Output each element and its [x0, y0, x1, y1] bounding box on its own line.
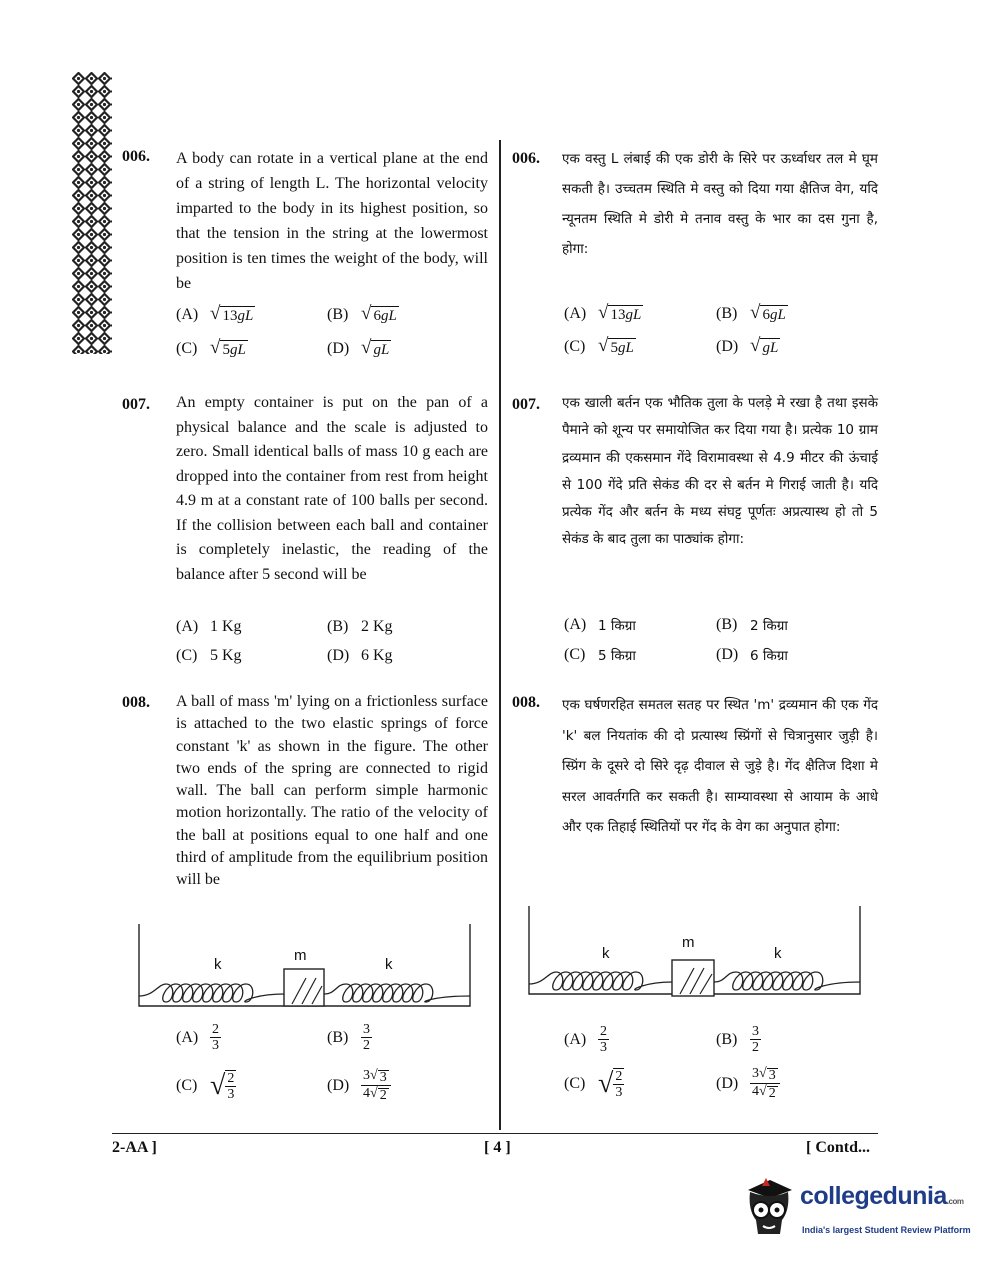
q008-option-d-hi — [716, 1066, 780, 1101]
q006-option-d-hi — [716, 337, 780, 357]
option-label: (B) — [716, 1030, 738, 1048]
option-label: (C) — [176, 340, 198, 357]
sqrt-expression: √ 5gL — [210, 337, 246, 358]
q008-option-b-en — [327, 1022, 372, 1053]
q006-option-d-en — [327, 339, 391, 359]
sqrt-expression: √ 6gL — [750, 302, 786, 323]
right-spring — [714, 972, 860, 990]
q006-option-b-en — [327, 305, 399, 325]
option-label: (D) — [716, 1074, 739, 1092]
q006-option-a-en — [176, 305, 255, 325]
q008-number-hi: 008. — [512, 694, 540, 711]
q008-number-en: 008. — [122, 694, 150, 711]
sqrt-expression: √ 5gL — [598, 335, 634, 356]
q008-option-a-en — [176, 1022, 221, 1053]
column-divider — [499, 140, 501, 1130]
fraction: 3 √ 3 4 √ 2 — [361, 1068, 391, 1103]
q008-option-c-en — [176, 1070, 236, 1102]
q006-number-hi: 006. — [512, 150, 540, 167]
fraction: $\frac{2}{3}$ — [212, 1022, 219, 1053]
fraction: $\frac{3}{2}$ — [363, 1022, 370, 1053]
sqrt-expression: √ gL — [361, 337, 390, 358]
sqrt-expression: √ 6gL — [361, 303, 397, 324]
footer-code: 2-AA ] — [112, 1139, 157, 1156]
fraction: $\frac{3}{2}$ — [752, 1024, 759, 1055]
q007-number-hi: 007. — [512, 396, 540, 413]
q008-option-b-hi — [716, 1024, 761, 1055]
option-label: (B) — [327, 1028, 349, 1046]
option-label: (C) — [564, 1075, 586, 1092]
option-value: 1 Kg — [210, 618, 242, 635]
q007-option-c-en — [176, 647, 242, 665]
spring-mass-figure-hi — [526, 902, 864, 998]
sqrt-expression: √ 13gL — [210, 303, 254, 324]
q007-number-en: 007. — [122, 396, 150, 413]
q006-option-c-en — [176, 339, 248, 359]
option-label: (D) — [327, 340, 350, 357]
option-label: (A) — [564, 616, 587, 633]
mass-block — [672, 960, 714, 996]
footer-continued: [ Contd... — [806, 1139, 871, 1156]
option-label: (C) — [176, 647, 198, 664]
sqrt-fraction: √ $\frac{2}{3}$ — [210, 1070, 235, 1102]
q006-option-b-hi — [716, 304, 788, 324]
q008-option-c-hi — [564, 1068, 624, 1100]
option-value: 2 किग्रा — [750, 618, 788, 634]
logo-name: collegedunia — [800, 1182, 947, 1210]
option-label: (B) — [327, 618, 349, 635]
spring-mass-figure-en — [136, 920, 474, 1012]
option-value: 5 किग्रा — [598, 648, 636, 664]
option-label: (A) — [176, 1028, 199, 1046]
mascot-icon — [740, 1176, 798, 1246]
option-label: (A) — [176, 306, 199, 323]
q007-text-hi: एक खाली बर्तन एक भौतिक तुला के पलड़े मे रखा है तथा इसके पैमाने को शून्य पर समायोजित कर दिया गया है। प्रत्येक 10 ग्राम द्रव्यमान की एकसमान गेंदे विरामावस्था से 4.9 मीटर की ऊंचाई से 100 गेंदे प्रति सेकंड की दर से बर्तन मे गिराई जाती है। यदि प्रत्येक गेंद और बर्तन के मध्य संघट्ट पूर्णतः अप्रत्यास्थ हो तो 5 सेकंड के बाद तुला का पाठ्यांक होगा: — [562, 395, 878, 548]
option-label: (B) — [716, 305, 738, 322]
option-value: 6 किग्रा — [750, 648, 788, 664]
option-value: 2 Kg — [361, 618, 393, 635]
q007-option-d-hi — [716, 646, 788, 664]
q007-option-d-en — [327, 647, 393, 665]
q007-option-a-en — [176, 618, 242, 636]
option-label: (C) — [564, 646, 586, 663]
sqrt-fraction: √ $\frac{2}{3}$ — [598, 1068, 623, 1100]
fraction: $\frac{2}{3}$ — [600, 1024, 607, 1055]
logo-tld: .com — [946, 1197, 964, 1206]
logo-tagline: India's largest Student Review Platform — [802, 1225, 971, 1235]
q006-option-a-hi — [564, 304, 643, 324]
footer-rule — [112, 1133, 878, 1134]
right-spring — [324, 984, 470, 1002]
option-value: 5 Kg — [210, 647, 242, 664]
q007-option-c-hi — [564, 646, 636, 664]
mass-label: m — [682, 934, 695, 951]
decorative-border — [72, 72, 112, 354]
q006-option-c-hi — [564, 337, 636, 357]
option-label: (B) — [716, 616, 738, 633]
left-spring — [139, 984, 284, 1002]
option-label: (D) — [327, 1076, 350, 1094]
mass-label: m — [294, 947, 307, 964]
q006-number-en: 006. — [122, 148, 150, 165]
sqrt-expression: √ 13gL — [598, 302, 642, 323]
right-spring-label: k — [385, 956, 393, 973]
q006-text-en: A body can rotate in a vertical plane at the end of a string of length L. The horizontal velocity imparted to the body in its highest position, so that the tension in the string at the lowermost position is ten times the weight of the body, will be — [176, 150, 488, 292]
left-spring — [529, 972, 672, 990]
q008-text-en: A ball of mass 'm' lying on a frictionless surface is attached to the two elastic springs of force constant 'k' as shown in the figure. The other two ends of the spring are connected to rigid wall. The ball can perform simple harmonic motion horizontally. The ratio of the velocity of the ball at positions equal to one half and one third of amplitude from the equilibrium position will be — [176, 693, 488, 889]
collegedunia-logo[interactable] — [740, 1176, 972, 1246]
q007-text-en: An empty container is put on the pan of a physical balance and the scale is adjusted to zero. Small identical balls of mass 10 g each are dropped into the container from rest from height 4.9 m at a constant rate of 100 balls per second. If the collision between each ball and container is completely inelastic, the reading of the balance after 5 second will be — [176, 394, 488, 583]
option-label: (D) — [716, 338, 739, 355]
q007-option-b-en — [327, 618, 393, 636]
option-label: (C) — [564, 338, 586, 355]
left-spring-label: k — [602, 945, 610, 962]
option-label: (D) — [327, 647, 350, 664]
q008-text-hi: एक घर्षणरहित समतल सतह पर स्थित 'm' द्रव्यमान की एक गेंद 'k' बल नियतांक की दो प्रत्यास्थ स्प्रिंगों से चित्रानुसार जुड़ी है। स्प्रिंग के दूसरे दो सिरे दृढ़ दीवाल से जुड़े है। गेंद क्षैतिज दिशा मे सरल आवर्तगति कर सकती है। साम्यावस्था से आयाम के आधे और एक तिहाई स्थितियों पर गेंद के वेग का अनुपात होगा: — [562, 697, 878, 835]
option-label: (A) — [564, 305, 587, 322]
q008-option-d-en — [327, 1068, 391, 1103]
fraction: 3 √ 3 4 √ 2 — [750, 1066, 780, 1101]
page-number: [ 4 ] — [484, 1139, 511, 1156]
sqrt-expression: √ gL — [750, 335, 779, 356]
option-label: (A) — [176, 618, 199, 635]
q006-text-hi: एक वस्तु L लंबाई की एक डोरी के सिरे पर ऊर्ध्वाधर तल मे घूम सकती है। उच्चतम स्थिति मे वस्तु को दिया गया क्षैतिज वेग, यदि न्यूनतम स्थिति मे डोरी मे तनाव वस्तु के भार का दस गुना है, होगा: — [562, 151, 878, 257]
q007-option-b-hi — [716, 616, 788, 634]
left-spring-label: k — [214, 956, 222, 973]
option-label: (B) — [327, 306, 349, 323]
option-label: (D) — [716, 646, 739, 663]
right-spring-label: k — [774, 945, 782, 962]
q007-option-a-hi — [564, 616, 636, 634]
option-label: (A) — [564, 1030, 587, 1048]
option-value: 1 किग्रा — [598, 618, 636, 634]
q008-option-a-hi — [564, 1024, 609, 1055]
option-label: (C) — [176, 1077, 198, 1094]
option-value: 6 Kg — [361, 647, 393, 664]
